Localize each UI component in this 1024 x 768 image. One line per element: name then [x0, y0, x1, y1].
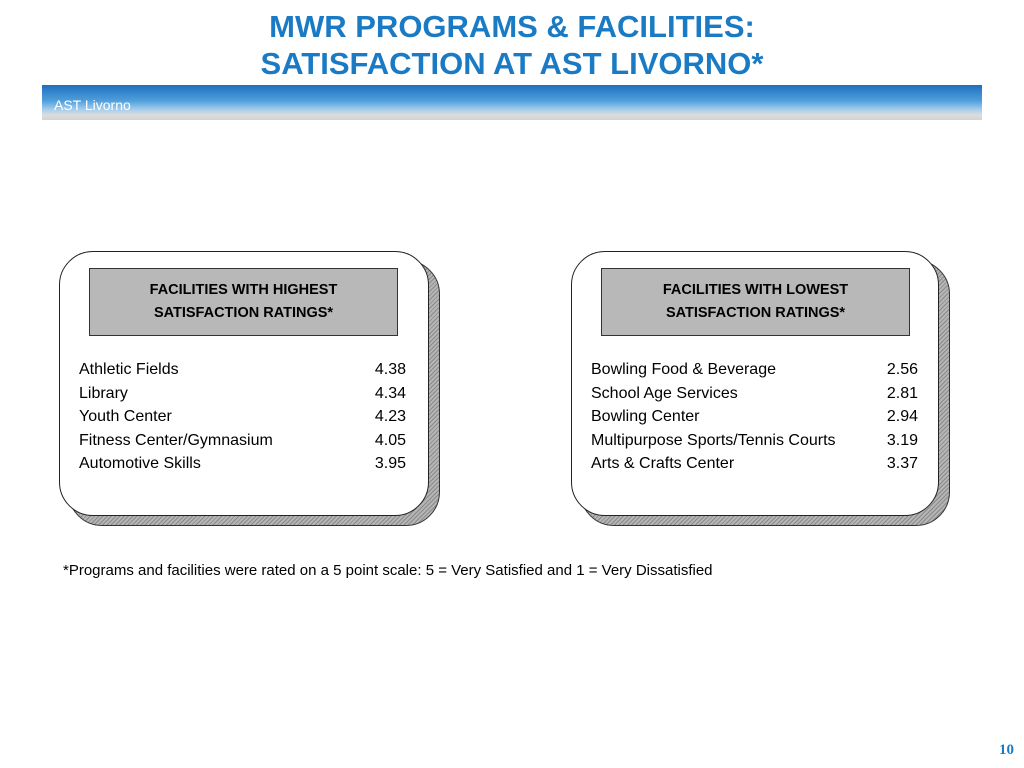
- highest-ratings-list: [79, 358, 406, 476]
- list-item: [591, 358, 918, 382]
- facility-score: 3.37: [886, 455, 918, 472]
- list-item: [79, 452, 406, 476]
- facility-name: Arts & Crafts Center: [591, 455, 735, 472]
- facility-score: 4.05: [374, 431, 406, 449]
- facility-score: 2.94: [886, 408, 918, 425]
- facility-score: 2.56: [886, 361, 918, 378]
- banner-label: AST Livorno: [54, 97, 131, 113]
- list-item: [79, 429, 406, 453]
- highest-header-line-1: FACILITIES WITH HIGHEST: [149, 282, 338, 298]
- facility-score: 4.23: [374, 408, 406, 425]
- facility-name: Multipurpose Sports/Tennis Courts: [591, 431, 836, 449]
- page-title-line-1: MWR PROGRAMS & FACILITIES:: [269, 9, 755, 44]
- facility-score: 2.81: [886, 384, 918, 402]
- facility-name: Youth Center: [79, 408, 172, 425]
- facility-name: Library: [79, 384, 128, 402]
- page-title-line-2: SATISFACTION AT AST LIVORNO*: [260, 46, 764, 81]
- list-item: [79, 358, 406, 382]
- lowest-header-line-2: SATISFACTION RATINGS*: [665, 305, 846, 321]
- list-item: [591, 382, 918, 406]
- lowest-ratings-panel: [571, 251, 939, 516]
- page-number: 10: [999, 742, 1014, 758]
- highest-panel-header: [89, 268, 398, 336]
- facility-score: 4.34: [374, 384, 406, 402]
- rating-scale-footnote: *Programs and facilities were rated on a 5 point scale: 5 = Very Satisfied and 1 = Very Dissatisfied: [63, 562, 713, 579]
- section-banner: [42, 85, 982, 120]
- facility-name: Automotive Skills: [79, 455, 201, 472]
- facility-name: Fitness Center/Gymnasium: [79, 431, 273, 449]
- lowest-ratings-list: [591, 358, 918, 476]
- highest-header-line-2: SATISFACTION RATINGS*: [153, 305, 334, 321]
- facility-name: Bowling Food & Beverage: [591, 361, 776, 378]
- list-item: [79, 405, 406, 429]
- list-item: [591, 452, 918, 476]
- lowest-panel-header: [601, 268, 910, 336]
- facility-score: 4.38: [374, 361, 406, 378]
- list-item: [591, 405, 918, 429]
- facility-score: 3.19: [886, 431, 918, 449]
- list-item: [591, 429, 918, 453]
- facility-name: School Age Services: [591, 384, 738, 402]
- facility-name: Athletic Fields: [79, 361, 179, 378]
- facility-score: 3.95: [374, 455, 406, 472]
- lowest-header-line-1: FACILITIES WITH LOWEST: [662, 282, 849, 298]
- facility-name: Bowling Center: [591, 408, 700, 425]
- list-item: [79, 382, 406, 406]
- page-title: [0, 8, 1024, 82]
- highest-ratings-panel: [59, 251, 429, 516]
